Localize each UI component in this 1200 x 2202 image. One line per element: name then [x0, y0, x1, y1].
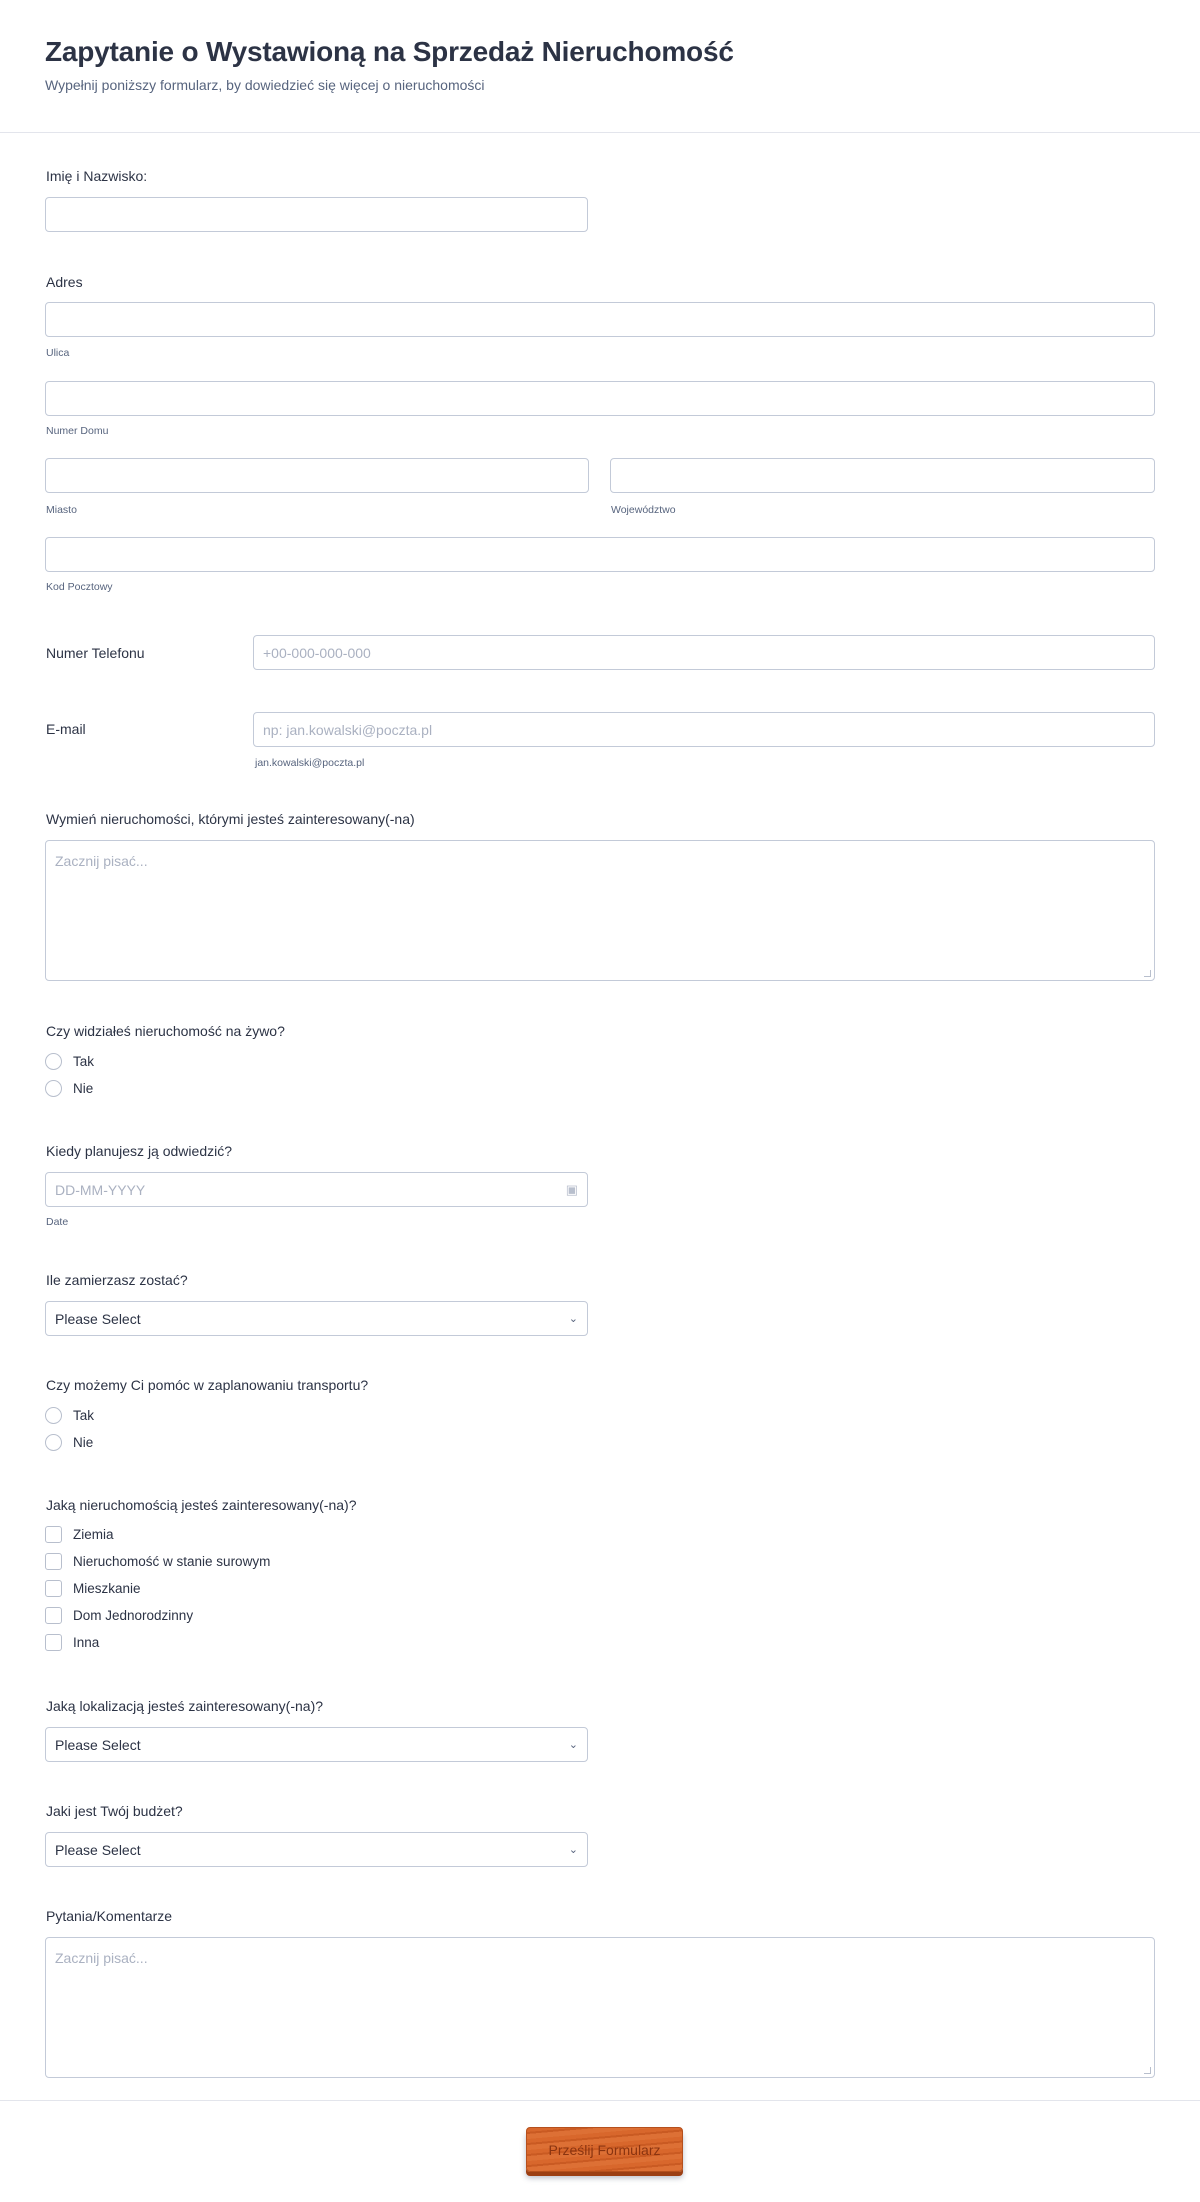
radio-button[interactable]	[45, 1053, 62, 1070]
select-value: Please Select	[55, 1310, 141, 1327]
checkbox[interactable]	[45, 1607, 62, 1624]
option-label: Nie	[73, 1081, 94, 1096]
house-number-input[interactable]	[45, 381, 1155, 416]
seen-option-yes[interactable]	[45, 1053, 94, 1070]
state-input[interactable]	[610, 458, 1155, 493]
select-value: Please Select	[55, 1841, 141, 1858]
state-sublabel: Województwo	[611, 504, 676, 516]
header-divider	[0, 132, 1200, 133]
option-label: Tak	[73, 1408, 95, 1423]
seen-option-no[interactable]	[45, 1080, 93, 1097]
budget-select[interactable]	[45, 1832, 588, 1867]
email-label: E-mail	[46, 721, 86, 737]
radio-button[interactable]	[45, 1407, 62, 1424]
street-input[interactable]	[45, 302, 1155, 337]
chevron-down-icon: ⌄	[568, 1313, 578, 1325]
comments-label: Pytania/Komentarze	[46, 1908, 173, 1924]
option-label: Mieszkanie	[73, 1581, 141, 1596]
email-input[interactable]	[253, 712, 1155, 747]
address-label: Adres	[46, 274, 83, 290]
type-label: Jaką nieruchomością jesteś zainteresowany(-na)?	[46, 1497, 357, 1513]
transport-option-no[interactable]	[45, 1434, 93, 1451]
date-sublabel: Date	[46, 1216, 69, 1228]
footer-divider	[0, 2100, 1200, 2101]
email-sublabel: jan.kowalski@poczta.pl	[255, 757, 365, 769]
select-value: Please Select	[55, 1736, 141, 1753]
phone-label: Numer Telefonu	[46, 645, 145, 661]
comments-placeholder: Zacznij pisać...	[55, 1950, 148, 1966]
type-option[interactable]	[45, 1526, 114, 1543]
type-option[interactable]	[45, 1634, 99, 1651]
seen-label: Czy widziałeś nieruchomość na żywo?	[46, 1023, 285, 1039]
option-label: Dom Jednorodzinny	[73, 1608, 194, 1623]
checkbox[interactable]	[45, 1580, 62, 1597]
option-label: Ziemia	[73, 1527, 114, 1542]
calendar-icon[interactable]: ▣	[565, 1181, 578, 1197]
type-option[interactable]	[45, 1607, 193, 1624]
checkbox[interactable]	[45, 1634, 62, 1651]
chevron-down-icon: ⌄	[568, 1739, 578, 1751]
type-option[interactable]	[45, 1553, 270, 1570]
phone-input[interactable]	[253, 635, 1155, 670]
stay-label: Ile zamierzasz zostać?	[46, 1272, 188, 1288]
option-label: Tak	[73, 1054, 95, 1069]
checkbox[interactable]	[45, 1553, 62, 1570]
submit-button[interactable]: Prześlij Formularz	[526, 2127, 683, 2172]
zip-input[interactable]	[45, 537, 1155, 572]
zip-sublabel: Kod Pocztowy	[46, 581, 113, 593]
name-label: Imię i Nazwisko:	[46, 168, 148, 184]
location-select[interactable]	[45, 1727, 588, 1762]
properties-label: Wymień nieruchomości, którymi jesteś zainteresowany(-na)	[46, 811, 415, 827]
email-placeholder: np: jan.kowalski@poczta.pl	[263, 721, 433, 738]
stay-select[interactable]	[45, 1301, 588, 1336]
chevron-down-icon: ⌄	[568, 1844, 578, 1856]
transport-option-yes[interactable]	[45, 1407, 94, 1424]
name-input[interactable]	[45, 197, 588, 232]
date-placeholder: DD-MM-YYYY	[55, 1181, 146, 1198]
budget-label: Jaki jest Twój budżet?	[46, 1803, 183, 1819]
properties-placeholder: Zacznij pisać...	[55, 853, 148, 869]
radio-button[interactable]	[45, 1434, 62, 1451]
house-number-sublabel: Numer Domu	[46, 425, 109, 437]
form-title: Zapytanie o Wystawioną na Sprzedaż Nieruchomość	[45, 36, 734, 67]
comments-textarea[interactable]	[45, 1937, 1155, 2078]
radio-button[interactable]	[45, 1080, 62, 1097]
city-sublabel: Miasto	[46, 504, 77, 516]
option-label: Nieruchomość w stanie surowym	[73, 1554, 271, 1569]
option-label: Nie	[73, 1435, 94, 1450]
properties-textarea[interactable]	[45, 840, 1155, 981]
resize-handle-icon[interactable]	[1144, 2067, 1151, 2074]
form-subtitle: Wypełnij poniższy formularz, by dowiedzieć się więcej o nieruchomości	[45, 77, 485, 93]
visit-label: Kiedy planujesz ją odwiedzić?	[46, 1143, 232, 1159]
location-label: Jaką lokalizacją jesteś zainteresowany(-na)?	[46, 1698, 324, 1714]
checkbox[interactable]	[45, 1526, 62, 1543]
transport-label: Czy możemy Ci pomóc w zaplanowaniu transportu?	[46, 1377, 369, 1393]
city-input[interactable]	[45, 458, 589, 493]
type-option[interactable]	[45, 1580, 141, 1597]
phone-placeholder: +00-000-000-000	[263, 644, 371, 661]
resize-handle-icon[interactable]	[1144, 970, 1151, 977]
street-sublabel: Ulica	[46, 347, 70, 359]
option-label: Inna	[73, 1635, 100, 1650]
visit-date-input[interactable]	[45, 1172, 588, 1207]
